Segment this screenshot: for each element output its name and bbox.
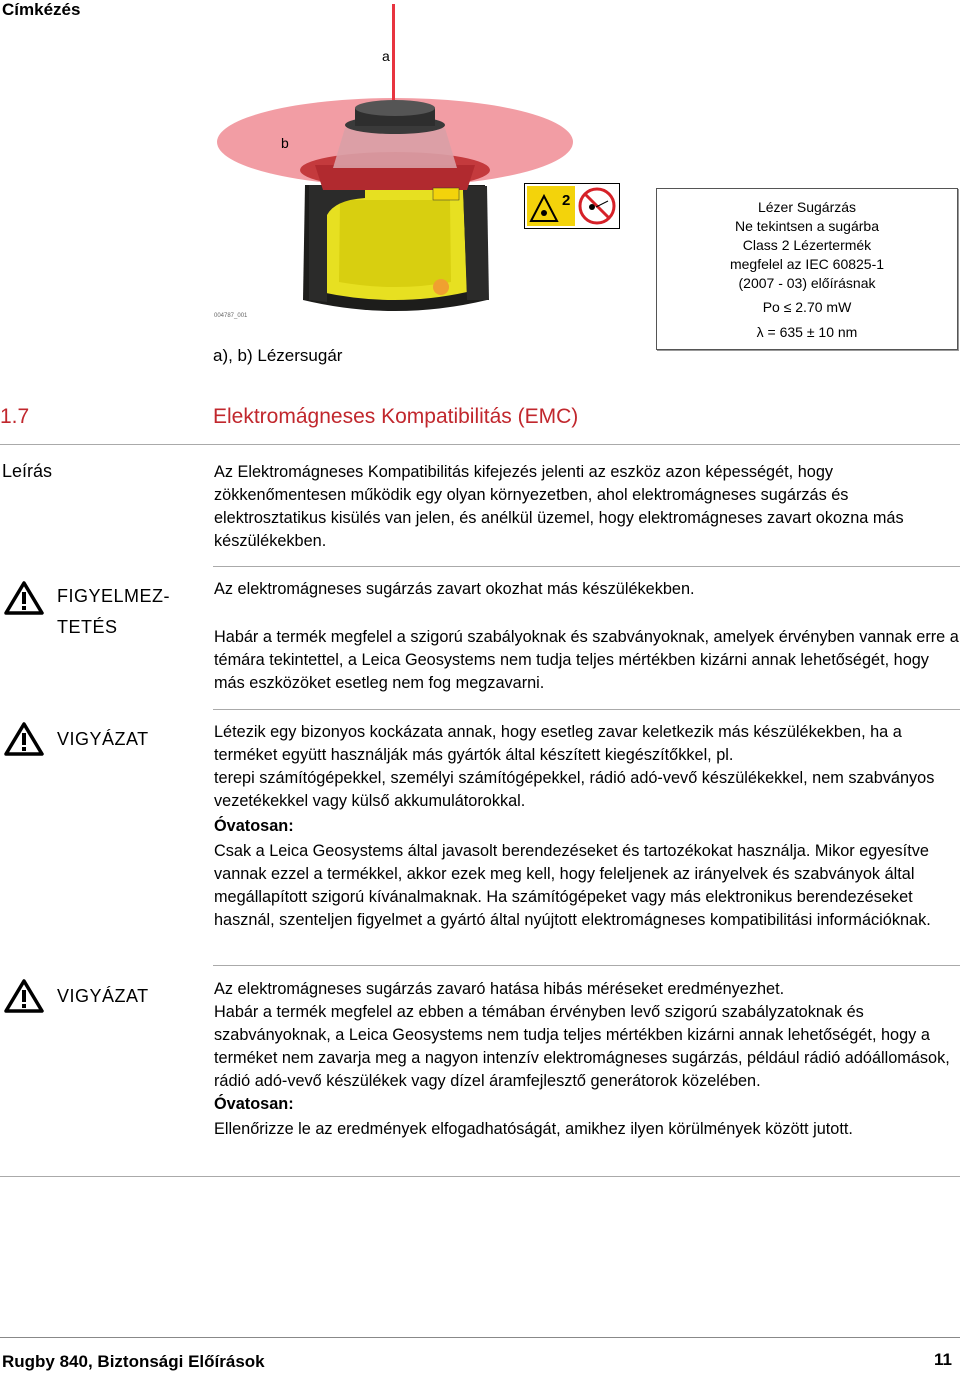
laser-label-line: (2007 - 03) előírásnak: [738, 275, 876, 291]
figure-caption: a), b) Lézersugár: [213, 346, 343, 365]
figure-label-b: b: [281, 135, 289, 151]
laser-class-number: 2: [562, 192, 571, 209]
caution-text-primary: Létezik egy bizonyos kockázata annak, hogy esetleg zavar keletkezik más készülékekben, ha a terméket együtt használják más gyártók által készített kiegészítőkkel, pl.: [214, 723, 902, 764]
description-body: [214, 461, 959, 553]
block-divider: [213, 709, 960, 710]
laser-label-line: Lézer Sugárzás: [757, 199, 857, 215]
precaution-text: Ellenőrizze le az eredmények elfogadhatóságát, amikhez ilyen körülmények között jutott.: [214, 1120, 853, 1138]
precaution-label: Óvatosan:: [214, 817, 294, 835]
laser-info-label: [656, 188, 958, 350]
laser-label-line: Class 2 Lézertermék: [742, 237, 872, 253]
laser-wavelength: λ = 635 ± 10 nm: [756, 324, 858, 340]
section-title: Elektromágneses Kompatibilitás (EMC): [213, 405, 579, 428]
laser-power: Po ≤ 2.70 mW: [762, 299, 852, 315]
caution-label: VIGYÁZAT: [57, 986, 149, 1006]
section-number: 1.7: [0, 405, 30, 428]
precaution-label: Óvatosan:: [214, 1095, 294, 1113]
page-header-title: Címkézés: [2, 0, 81, 19]
description-text: Az Elektromágneses Kompatibilitás kifejezés jelenti az eszköz azon képességét, hogy zökkenőmentesen működik egy olyan környezetben, ahol elektromágneses sugárzás és elektrosztatikus kisülés van jelen, és anélkül üzemel, hogy elektromágneses zavart okozna más készülékekben.: [214, 463, 904, 550]
block-divider: [213, 566, 960, 567]
section-divider: [0, 444, 960, 445]
description-label: Leírás: [2, 461, 53, 481]
footer-divider: [0, 1337, 960, 1338]
caution-label: VIGYÁZAT: [57, 729, 149, 749]
caution-body: [214, 721, 959, 932]
warning-text-secondary: Habár a termék megfelel a szigorú szabályoknak és szabványoknak, amelyek érvényben vannak erre a témára tekintettel, a Leica Geosystems nem tudja teljes mértékben kizárni annak lehetőségét, hogy más eszközöket esetleg nem fog megzavarni.: [214, 628, 959, 692]
laser-device-figure: [205, 0, 645, 330]
warning-triangle-icon: [4, 581, 44, 615]
precaution-text: Csak a Leica Geosystems által javasolt berendezéseket és tartozékokat használja. Mikor egyesítve vannak ezzel a termékkel, akkor ezek meg kell, hogy feleljenek az irányelvek és szabványok által megállapított szigorú kívánalmaknak. Ha számítógépeket vagy más elektronikus berendezéseket használ, szenteljen figyelmet a gyártó által nyújtott elektromágneses kompatibilitási információknak.: [214, 842, 931, 929]
warning-label-line1: FIGYELMEZ-: [57, 586, 171, 606]
section-end-divider: [0, 1176, 960, 1177]
figure-label-a: a: [382, 48, 390, 64]
block-divider: [213, 965, 960, 966]
figure-image-id: 004787_001: [214, 313, 248, 319]
laser-label-line: megfelel az IEC 60825-1: [729, 256, 885, 272]
caution-text-primary: Az elektromágneses sugárzás zavaró hatása hibás méréseket eredményezhet.: [214, 980, 785, 998]
footer-document-title: Rugby 840, Biztonsági Előírások: [2, 1352, 265, 1371]
caution-body: [214, 978, 959, 1141]
warning-text-primary: Az elektromágneses sugárzás zavart okozhat más készülékekben.: [214, 580, 695, 598]
warning-body: [214, 578, 959, 695]
warning-triangle-icon: [4, 722, 44, 756]
warning-label-line2: TETÉS: [57, 617, 118, 637]
warning-triangle-icon: [4, 979, 44, 1013]
laser-label-line: Ne tekintsen a sugárba: [735, 218, 879, 234]
laser-warning-sticker: [524, 183, 620, 229]
caution-text-secondary: Habár a termék megfelel az ebben a témában érvényben levő szigorú szabályzatoknak és szabványoknak, a Leica Geosystems nem tudja teljes mértékben kizárni annak lehetőségét, hogy a terméket nem zavarja meg a nagyon intenzív elektromágneses sugárzás, például rádió adóállomások, rádió adó-vevő készülékek vagy dízel áramfejlesztő generátorok közelében.: [214, 1003, 950, 1090]
footer-page-number: 11: [934, 1350, 952, 1369]
caution-text-secondary: terepi számítógépekkel, személyi számítógépekkel, rádió adó-vevő készülékekkel, nem szabványos vezetékekkel vagy külső akkumulátorokkal.: [214, 769, 935, 810]
